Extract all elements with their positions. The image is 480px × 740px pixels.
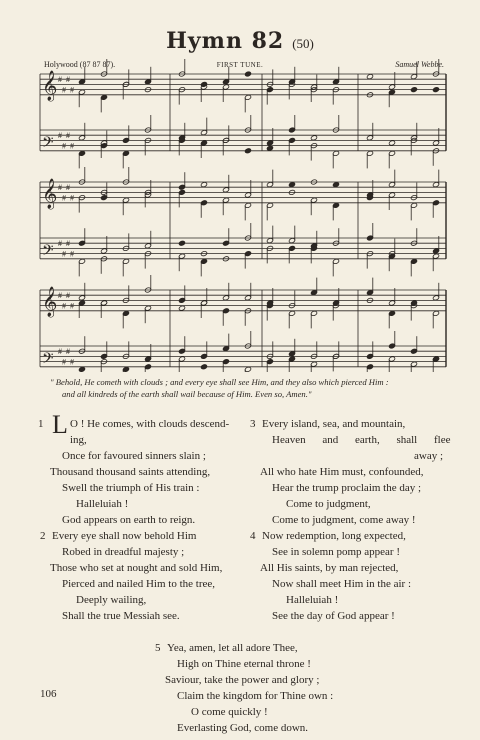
page-number: 106 [40,688,57,700]
verse-line: Every island, sea, and mountain, [262,418,406,430]
verse-line: O ! He comes, with clouds descend- [70,418,230,430]
tune-label: FIRST TUNE. [216,61,264,69]
svg-text:#: # [62,301,66,311]
verse-line: Robed in dreadful majesty ; [62,546,185,558]
verse-line: Once for favoured sinners slain ; [62,450,206,462]
tune-name: Holywood (87 87 87). [44,60,116,69]
epigraph-line: and all kindreds of the earth shall wail because of Him. Even so, Amen." [62,389,312,399]
svg-text:#: # [58,239,62,249]
svg-text:#: # [62,141,66,151]
svg-text:#: # [58,291,62,301]
verse-number: 3 [250,418,256,430]
epigraph-line: " Behold, He cometh with clouds ; and every eye shall see Him, and they also which pierced Him : [50,377,389,387]
verse-5 [155,640,395,740]
svg-text:#: # [62,249,66,259]
svg-text:#: # [62,193,66,203]
svg-text:#: # [62,357,66,367]
verse-line: See the day of God appear ! [272,610,395,622]
verse-column-right [250,416,450,628]
verse-number: 2 [40,530,46,542]
verse-line: God appears on earth to reign. [62,514,196,526]
verse-line: Shall the true Messiah see. [62,610,180,622]
verse-line: Every eye shall now behold Him [52,530,197,542]
svg-text:#: # [70,357,74,367]
verse-line: Everlasting God, come down. [177,722,309,734]
verse-line: Saviour, take the power and glory ; [165,674,320,686]
verse-line: Come to judgment, [286,498,371,510]
verse-line: High on Thine eternal throne ! [177,658,311,670]
verse-number: 5 [155,642,161,654]
svg-text:#: # [66,347,70,357]
verse-number: 4 [250,530,256,542]
verse-line: Yea, amen, let all adore Thee, [167,642,298,654]
svg-text:#: # [70,85,74,95]
verse-line: See in solemn pomp appear ! [272,546,400,558]
verse-line: Hear the trump proclaim the day ; [272,482,422,494]
svg-text:#: # [58,347,62,357]
verse-line: All His saints, by man rejected, [260,562,399,574]
verse-3 [250,416,450,528]
svg-text:𝄢: 𝄢 [42,349,54,371]
verse-4 [250,528,450,628]
svg-text:#: # [66,131,70,141]
epigraph [50,376,450,400]
hymn-alt-number: (50) [292,36,314,51]
svg-text:𝄢: 𝄢 [42,241,54,263]
svg-text:#: # [58,183,62,193]
verse-line: away ; [414,450,444,462]
verse-line: All who hate Him must, confounded, [260,466,424,478]
verse-line: Those who set at nought and sold Him, [50,562,223,574]
verse-line: Halleluiah ! [76,498,129,510]
verse-line: Now redemption, long expected, [262,530,406,542]
svg-text:#: # [70,141,74,151]
verse-line: Thousand thousand saints attending, [50,466,211,478]
svg-text:𝄢: 𝄢 [42,133,54,155]
verse-2 [40,528,240,628]
svg-text:#: # [58,131,62,141]
svg-text:#: # [66,291,70,301]
verse-line: Deeply wailing, [76,594,147,606]
verse-line: O come quickly ! [191,706,268,718]
drop-cap: L [52,410,68,439]
hymn-label: Hymn 82 [166,28,285,54]
verse-line: Claim the kingdom for Thine own : [177,690,334,702]
svg-text:𝄞: 𝄞 [42,178,58,209]
svg-text:#: # [70,193,74,203]
verse-column-left [38,410,240,628]
verse-line: Swell the triumph of His train : [62,482,200,494]
svg-text:𝄞: 𝄞 [42,70,58,101]
svg-text:#: # [70,301,74,311]
verse-line: Come to judgment, come away ! [272,514,416,526]
verse-line: Halleluiah ! [286,594,339,606]
svg-text:𝄞: 𝄞 [42,286,58,317]
verse-line: Now shall meet Him in the air : [272,578,411,590]
svg-text:#: # [66,183,70,193]
verse-line: Heaven and earth, shall flee [272,434,451,446]
verse-line: Pierced and nailed Him to the tree, [62,578,216,590]
verse-1 [38,410,240,528]
verse-line: ing, [70,434,87,446]
verse-number: 1 [38,418,44,430]
svg-text:#: # [58,75,62,85]
svg-text:#: # [70,249,74,259]
composer: Samuel Webbe. [395,60,444,69]
svg-text:#: # [66,75,70,85]
svg-text:#: # [62,85,66,95]
svg-text:#: # [66,239,70,249]
